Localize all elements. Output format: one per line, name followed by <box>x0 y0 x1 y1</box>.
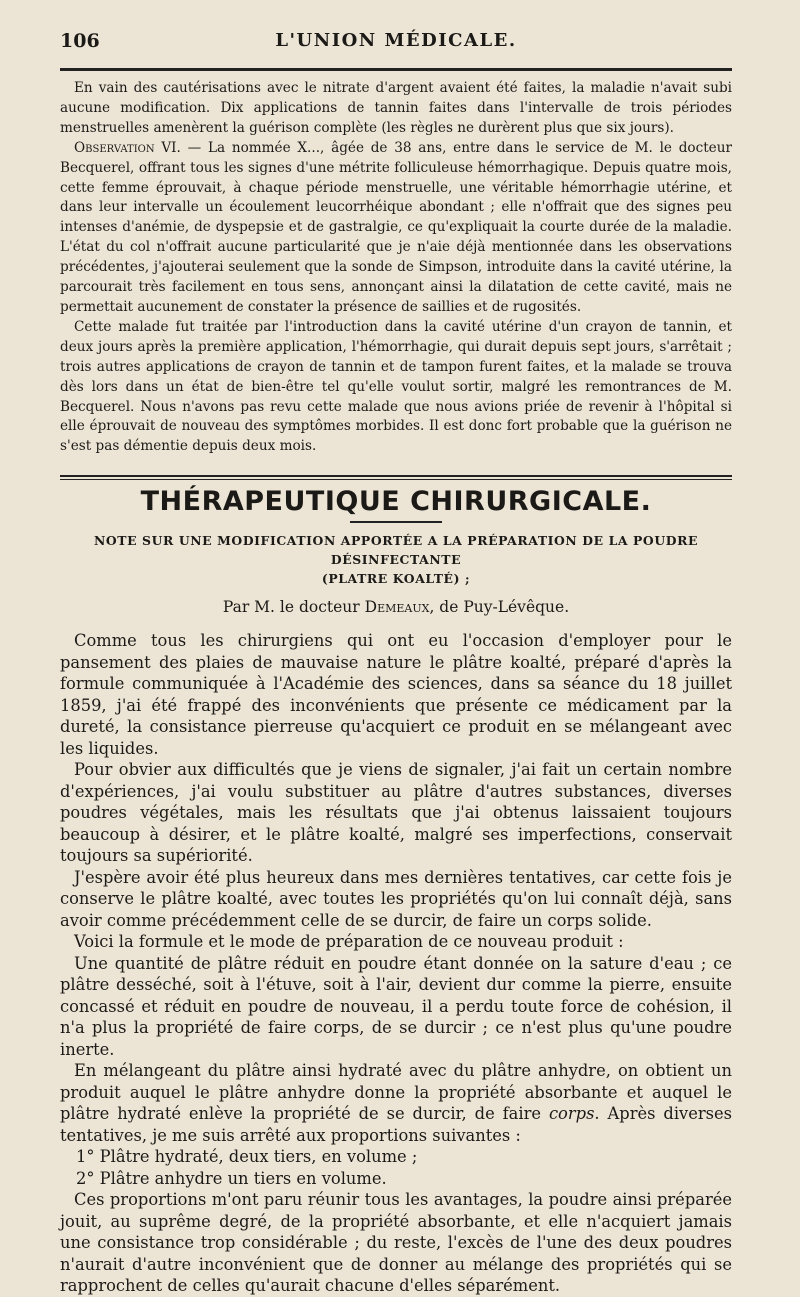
note-title <box>60 531 732 588</box>
author-prefix: Par M. le docteur <box>222 598 360 617</box>
section-title: THÉRAPEUTIQUE CHIRURGICALE. <box>140 486 652 518</box>
author-suffix: , de Puy-Lévêque. <box>429 598 570 617</box>
paragraph-experiments: Pour obvier aux difficultés que je viens de signaler, j'ai fait un certain nombre d'expériences, j'ai voulu substituer au plâtre d'autres substances, diverses poudres végétales, mais les résultats que j'ai obtenus laissaient toujours beaucoup à désirer, et le plâtre koalté, malgré ses imperfections, conservait toujours sa supériorité. <box>60 760 732 866</box>
paragraph-cauterisations: En vain des cautérisations avec le nitrate d'argent avaient été faites, la maladie n'avait subi aucune modification. Dix applications de tannin faites dans l'intervalle de trois périodes menstruelles amenèrent la guérison complète (les règles ne durèrent plus que six jours). <box>60 80 732 136</box>
paragraph-mixing <box>60 1060 732 1146</box>
mixing-italic-word: corps <box>548 1104 595 1124</box>
observation-text: — La nommée X..., âgée de 38 ans, entre dans le service de M. le docteur Becquerel, offrant tous les signes d'une métrite folliculeuse hémorrhagique. Depuis quatre mois, cette femme éprouvait, à chaque période menstruelle, une véritable hémorrhagie utérine, et dans leur intervalle un écoulement leucorrhéique abondant ; elle n'offrait que des signes peu intenses d'anémie, de dyspepsie et de gastralgie, ce qu'expliquait la courte durée de la maladie. L'état du col n'offrait aucune particularité que je n'aie déjà mentionnée dans les observations précédentes, j'ajouterai seulement que la sonde de Simpson, introduite dans la cavité utérine, la parcourait très facilement en tous sens, annonçant ainsi la dilatation de cette cavité, mais ne permettait aucunement de constater la présence de saillies et de rugosités. <box>60 139 732 315</box>
note-title-line1: NOTE SUR UNE MODIFICATION APPORTÉE A LA PRÉPARATION DE LA POUDRE DÉSINFECTANTE <box>93 533 699 568</box>
note-title-line2: (PLATRE KOALTÉ) ; <box>321 571 471 587</box>
title-underline <box>350 521 442 523</box>
page-number: 106 <box>60 30 100 52</box>
proportion-item-1: 1° Plâtre hydraté, deux tiers, en volume ; <box>76 1147 418 1167</box>
section-divider <box>60 475 732 480</box>
proportion-item-2: 2° Plâtre anhydre un tiers en volume. <box>76 1168 387 1188</box>
paragraph-conclusion: Ces proportions m'ont paru réunir tous les avantages, la poudre ainsi préparée jouit, au suprême degré, de la propriété absorbante, et elle n'acquiert jamais une consistance trop considérable ; du reste, l'excès de l'une des deux poudres n'aurait d'autre inconvénient que de donner au mélange des propriétés qui se rapprochent de celles qu'aurait chacune d'elles séparément. <box>60 1190 732 1296</box>
observation-label: Observation VI. <box>74 139 181 156</box>
mixing-text-after: . Après diverses tentatives, je me suis arrêté aux proportions suivantes : <box>60 1104 732 1145</box>
paragraph-new-attempts: J'espère avoir été plus heureux dans mes dernières tentatives, car cette fois je conserve le plâtre koalté, avec toutes les propriétés qu'on lui connaît déjà, sans avoir comme précédemment celle de se durcir, de faire un corps solide. <box>60 867 732 930</box>
header-rule <box>60 68 732 71</box>
paragraph-formula-intro: Voici la formule et le mode de préparation de ce nouveau produit : <box>74 932 624 952</box>
paragraph-preparation: Une quantité de plâtre réduit en poudre étant donnée on la sature d'eau ; ce plâtre desséché, soit à l'étuve, soit à l'air, devient dur comme la pierre, ensuite concassé et réduit en poudre de nouveau, il a perdu toute force de cohésion, il n'a plus la propriété de faire corps, de se durcir ; ce n'est plus qu'une poudre inerte. <box>60 953 732 1059</box>
paragraph-introduction: Comme tous les chirurgiens qui ont eu l'occasion d'employer pour le pansement des plaies de mauvaise nature le plâtre koalté, préparé d'après la formule communiquée à l'Académie des sciences, dans sa séance du 18 juillet 1859, j'ai été frappé des inconvénients que présente ce médicament par la dureté, la consistance pierreuse qu'acquiert ce produit en se mélangeant avec les liquides. <box>60 631 732 758</box>
mixing-text-before: En mélangeant du plâtre ainsi hydraté avec du plâtre anhydre, on obtient un produit auquel le plâtre anhydre donne la propriété absorbante et auquel le plâtre hydraté enlève la propriété de se durcir, de faire <box>60 1061 732 1124</box>
paragraph-treatment: Cette malade fut traitée par l'introduction dans la cavité utérine d'un crayon de tannin, et deux jours après la première application, l'hémorrhagie, qui durait depuis sept jours, s'arrêtait ; trois autres applications de crayon de tannin et de tampon furent faites, et la malade se trouva dès lors dans un état de bien-être tel qu'elle voulut sortir, malgré les remontrances de M. Becquerel. Nous n'avons pas revu cette malade que nous avions priée de revenir à l'hôpital si elle éprouvait de nouveau des symptômes morbides. Il est donc fort probable que la guérison ne s'est pas démentie depuis deux mois. <box>60 318 732 455</box>
paragraph-observation-vi <box>60 139 732 318</box>
journal-title: L'UNION MÉDICALE. <box>275 30 517 51</box>
running-head <box>60 30 732 64</box>
author-line <box>60 598 732 616</box>
author-name: Demeaux <box>364 598 430 617</box>
